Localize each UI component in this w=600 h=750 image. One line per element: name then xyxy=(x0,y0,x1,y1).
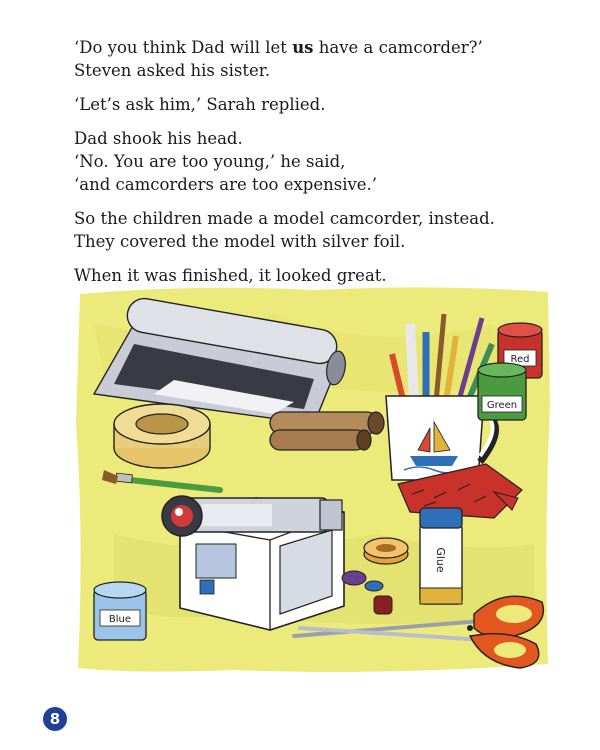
story-text xyxy=(74,36,574,298)
green-paint-pot xyxy=(478,363,526,420)
button-purple xyxy=(342,571,366,585)
paragraph-1 xyxy=(74,36,574,82)
paragraph-4 xyxy=(74,207,574,253)
tape-roll xyxy=(114,404,210,468)
glue-stick xyxy=(420,508,462,604)
green-paint-label: Green xyxy=(486,400,518,411)
paragraph-2 xyxy=(74,93,574,116)
paragraph-1-line-1: ‘Do you think Dad will let us have a camcorder?’ xyxy=(74,38,483,57)
model-camcorder xyxy=(162,496,344,630)
paragraph-3-line-1: Dad shook his head. xyxy=(74,129,243,148)
paragraph-3 xyxy=(74,127,574,196)
page-number-badge: 8 xyxy=(43,707,67,731)
paragraph-3-line-2: ‘No. You are too young,’ he said, xyxy=(74,152,346,171)
small-tape-roll xyxy=(364,538,408,564)
blue-paint-label: Blue xyxy=(108,614,132,625)
paragraph-4-line-1: So the children made a model camcorder, instead. xyxy=(74,209,495,228)
craft-supplies-illustration xyxy=(74,284,552,676)
paragraph-2-line-1: ‘Let’s ask him,’ Sarah replied. xyxy=(74,95,326,114)
cardboard-tubes xyxy=(270,412,384,450)
paragraph-5-line-1: When it was finished, it looked great. xyxy=(74,266,387,285)
paragraph-3-line-3: ‘and camcorders are too expensive.’ xyxy=(74,175,378,194)
paragraph-4-line-2: They covered the model with silver foil. xyxy=(74,232,406,251)
glue-stick-label: Glue xyxy=(434,547,447,573)
button-blue xyxy=(365,581,383,591)
button-dark-red xyxy=(374,596,392,614)
emphasis-us: us xyxy=(292,38,314,57)
red-paint-label: Red xyxy=(510,354,530,365)
paragraph-1-line-2: Steven asked his sister. xyxy=(74,61,271,80)
blue-paint-pot xyxy=(94,582,146,640)
